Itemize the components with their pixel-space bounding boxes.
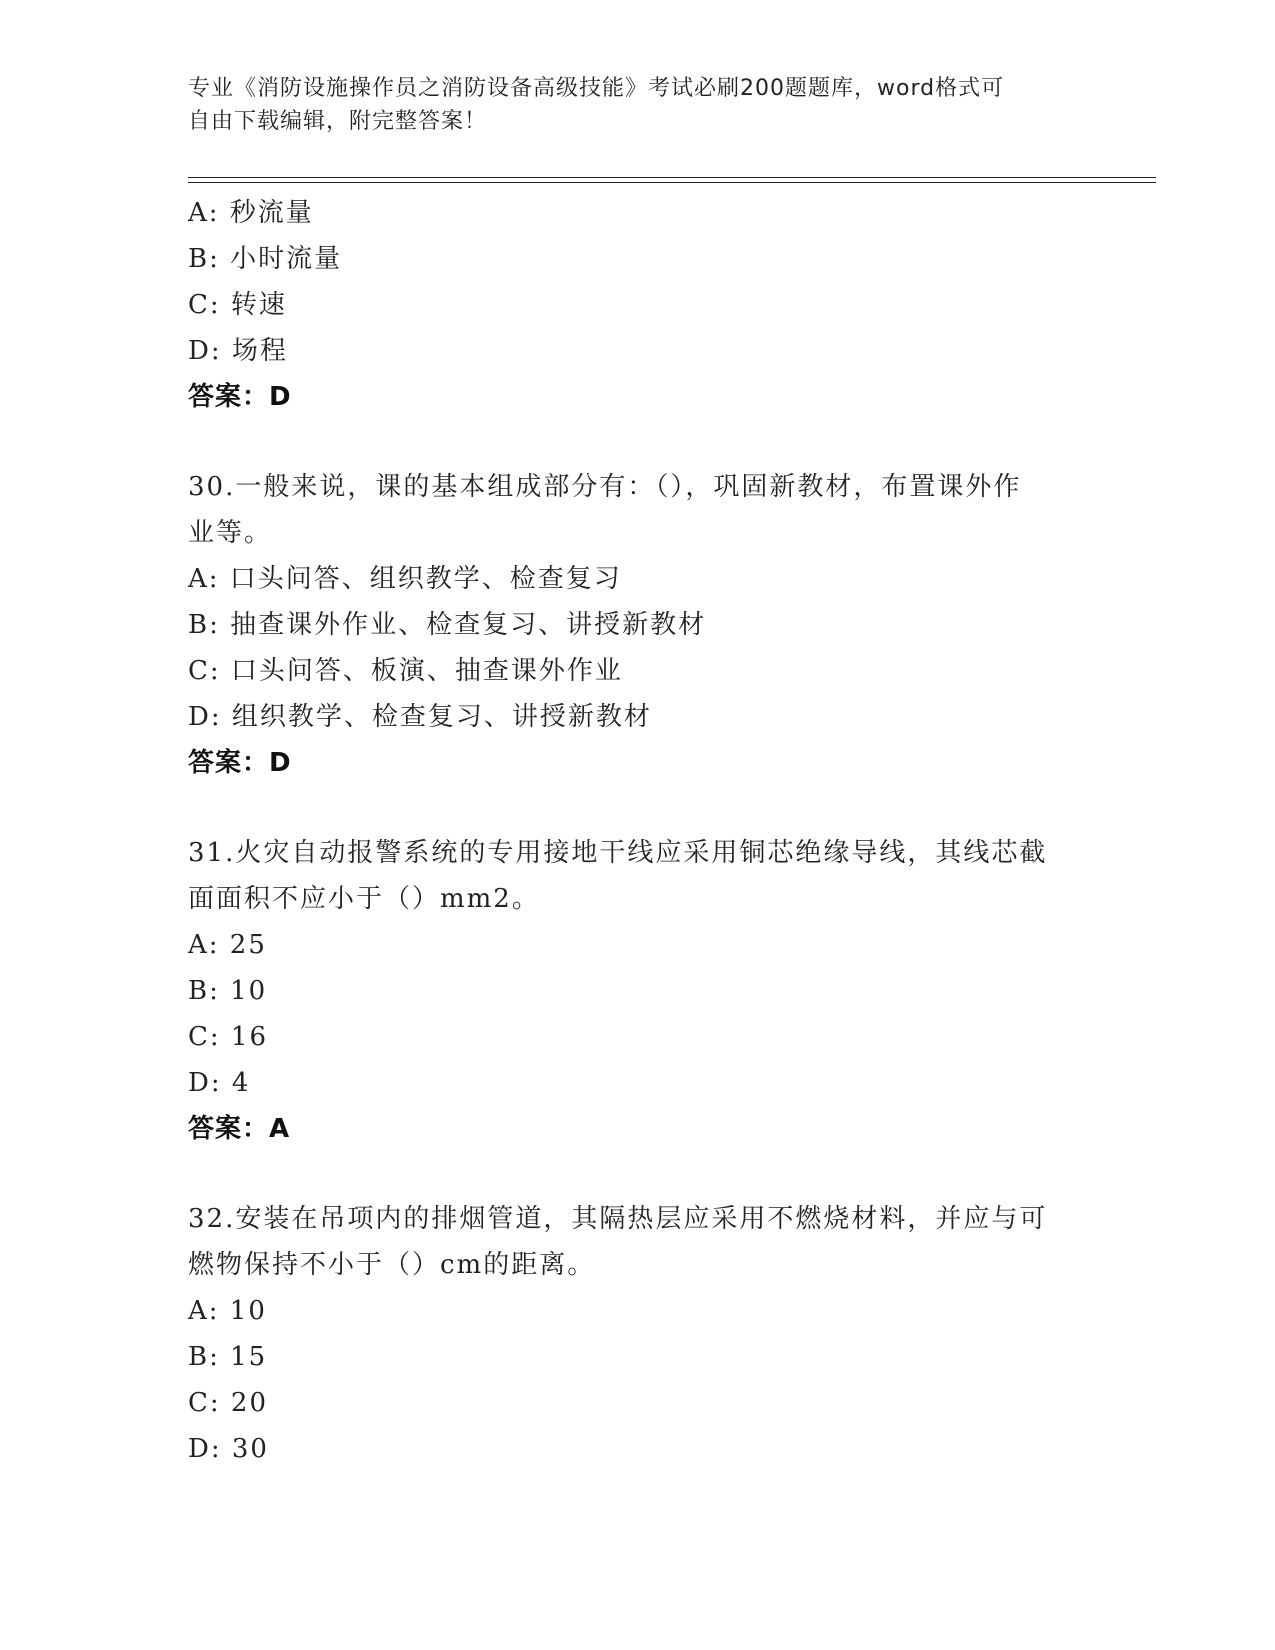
answer-label: 答案：D xyxy=(188,748,292,778)
option-c: C: 口头问答、板演、抽查课外作业 xyxy=(188,656,623,686)
option-c: C: 转速 xyxy=(188,290,287,320)
answer-label: 答案：A xyxy=(188,1114,291,1144)
option-b: B: 15 xyxy=(188,1342,268,1372)
document-body xyxy=(188,190,1068,1472)
option-d: D: 4 xyxy=(188,1068,251,1098)
option-d: D: 组织教学、检查复习、讲授新教材 xyxy=(188,702,652,732)
header-title-line-1: 专业《消防设施操作员之消防设备高级技能》考试必刷200题题库，word格式可 xyxy=(188,76,1005,101)
question-text-line-1: 31.火灾自动报警系统的专用接地干线应采用铜芯绝缘导线，其线芯截 xyxy=(188,838,1048,868)
question-text-line-1: 32.安装在吊项内的排烟管道，其隔热层应采用不燃烧材料，并应与可 xyxy=(188,1204,1048,1234)
option-d: D: 30 xyxy=(188,1434,269,1464)
document-header xyxy=(188,72,1068,138)
option-a: A: 秒流量 xyxy=(188,198,314,228)
option-c: C: 16 xyxy=(188,1022,269,1052)
question-block-29 xyxy=(188,190,1068,420)
question-text-line-2: 业等。 xyxy=(188,518,273,548)
question-text-line-1: 30.一般来说，课的基本组成部分有：（），巩固新教材，布置课外作 xyxy=(188,472,1022,502)
question-text-line-2: 燃物保持不小于（）cm的距离。 xyxy=(188,1250,596,1280)
option-b: B: 抽查课外作业、检查复习、讲授新教材 xyxy=(188,610,707,640)
header-title-line-2: 自由下载编辑，附完整答案！ xyxy=(188,109,488,134)
option-b: B: 小时流量 xyxy=(188,244,343,274)
header-divider-top xyxy=(188,177,1156,178)
option-a: A: 25 xyxy=(188,930,267,960)
option-a: A: 10 xyxy=(188,1296,267,1326)
option-d: D: 场程 xyxy=(188,336,288,366)
question-block-30 xyxy=(188,464,1068,786)
option-b: B: 10 xyxy=(188,976,268,1006)
option-c: C: 20 xyxy=(188,1388,269,1418)
question-block-32 xyxy=(188,1196,1068,1472)
question-text-line-2: 面面积不应小于（）mm2。 xyxy=(188,884,540,914)
header-divider-bottom xyxy=(188,182,1156,183)
answer-label: 答案：D xyxy=(188,382,292,412)
option-a: A: 口头问答、组织教学、检查复习 xyxy=(188,564,622,594)
question-block-31 xyxy=(188,830,1068,1152)
